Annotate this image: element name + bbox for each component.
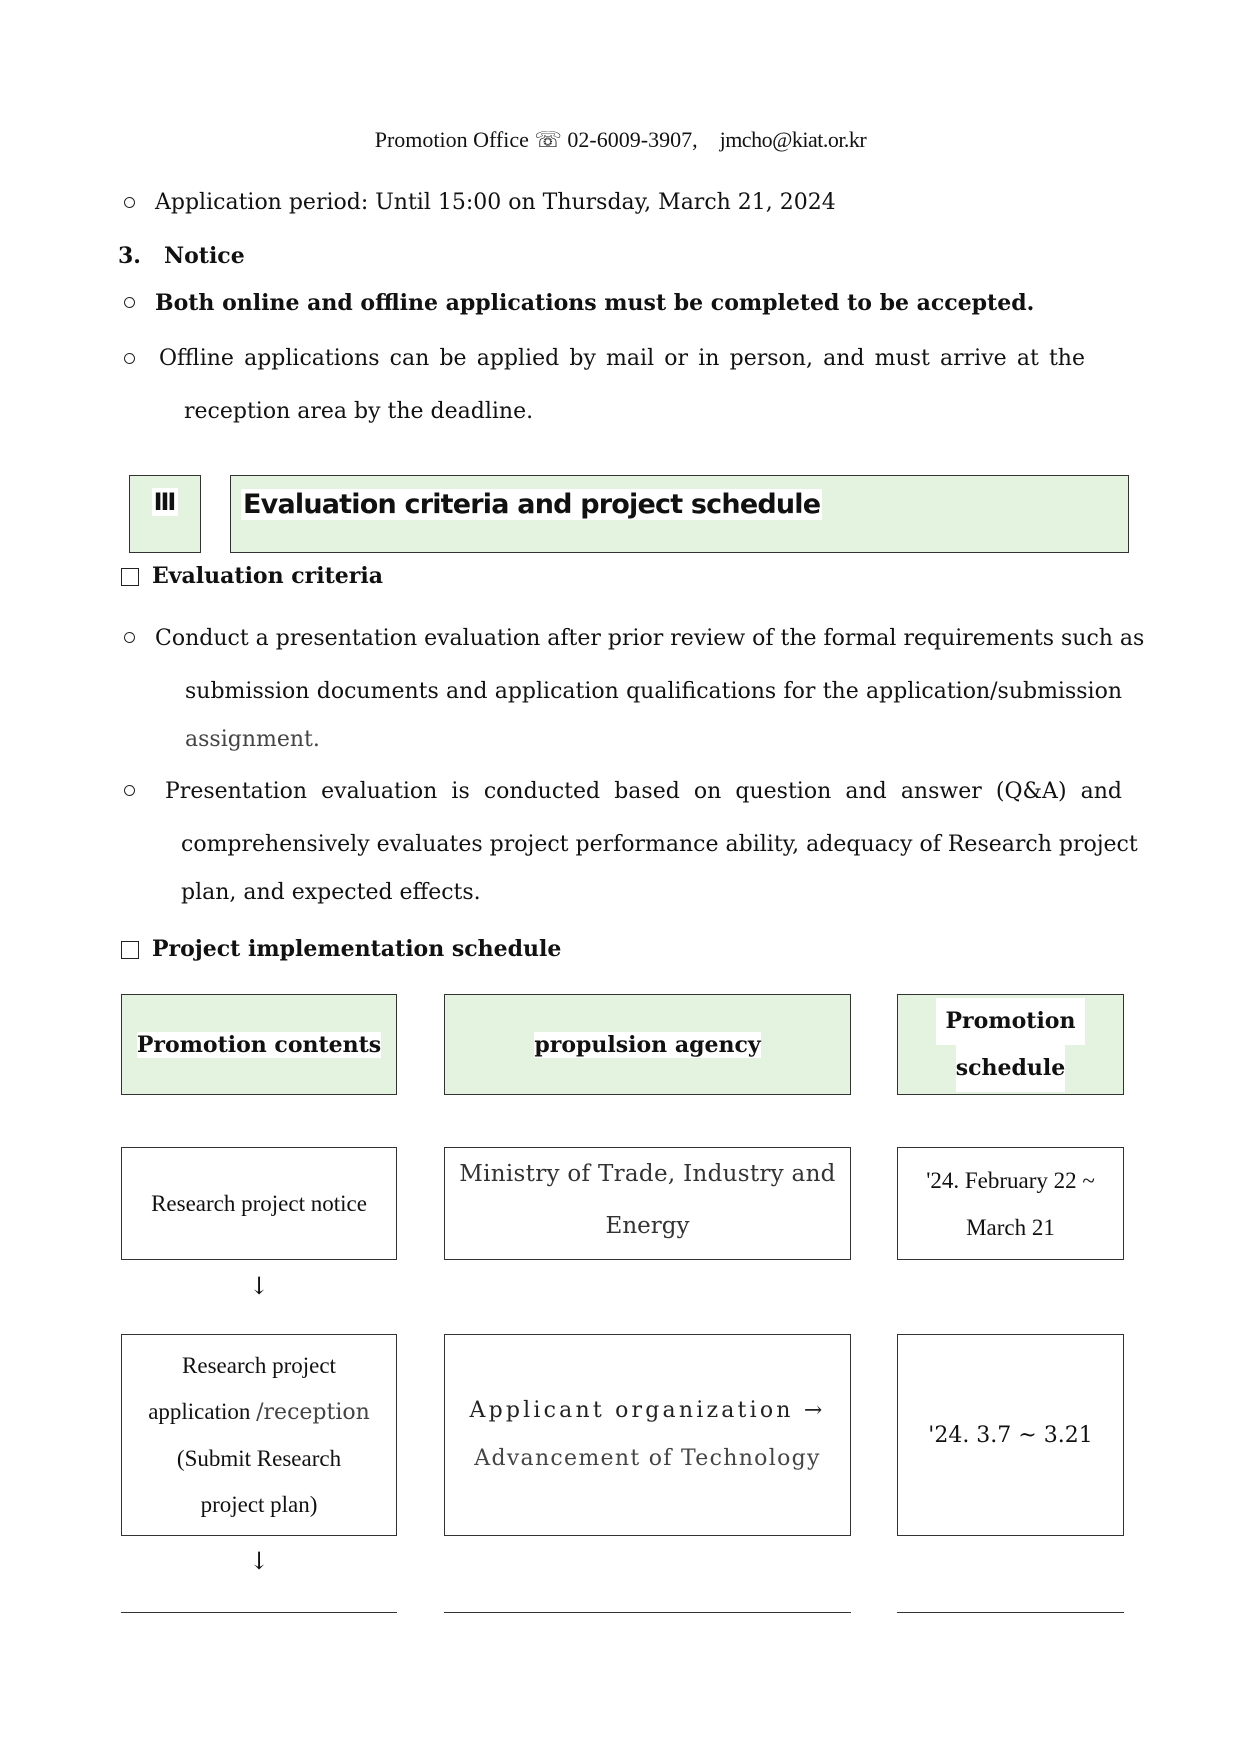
section-numeral: Ⅲ bbox=[153, 488, 177, 516]
section-title: Evaluation criteria and project schedule bbox=[243, 489, 821, 520]
down-arrow-icon: ↓ bbox=[249, 1272, 270, 1300]
row1-schedule bbox=[897, 1147, 1124, 1260]
notice-item-2-cont: reception area by the deadline. bbox=[184, 399, 534, 424]
contact-email[interactable]: jmcho@kiat.or.kr bbox=[719, 127, 867, 152]
bullet-icon bbox=[124, 632, 135, 643]
row2-schedule bbox=[897, 1334, 1124, 1536]
header-schedule-label-2: schedule bbox=[956, 1045, 1066, 1092]
notice-number: 3. bbox=[118, 243, 141, 269]
header-schedule-label-1: Promotion bbox=[936, 998, 1086, 1045]
row1-schedule-line1: '24. February 22 ~ bbox=[926, 1167, 1095, 1193]
bullet-icon bbox=[124, 297, 135, 308]
row2-agency-line2: Advancement of Technology bbox=[474, 1446, 821, 1471]
application-period: Application period: Until 15:00 on Thursday, March 21, 2024 bbox=[155, 190, 836, 215]
criteria-bullet2-line3: plan, and expected effects. bbox=[181, 880, 481, 905]
row3-contents-top-border bbox=[121, 1612, 397, 1613]
criteria-bullet2-line1: Presentation evaluation is conducted based on question and answer (Q&A) and bbox=[165, 779, 1122, 804]
row1-contents-label: Research project notice bbox=[151, 1190, 367, 1216]
criteria-bullet2-line2: comprehensively evaluates project performance ability, adequacy of Research project bbox=[181, 832, 1138, 857]
contact-line bbox=[0, 127, 1241, 153]
row3-agency-top-border bbox=[444, 1612, 851, 1613]
contact-phone: 02-6009-3907, bbox=[567, 127, 698, 152]
row1-agency-line2: Energy bbox=[605, 1213, 690, 1239]
criteria-bullet1-line2: submission documents and application qualifications for the application/submission bbox=[185, 679, 1122, 704]
criteria-heading: Evaluation criteria bbox=[152, 563, 383, 589]
notice-item-2: Offline applications can be applied by mail or in person, and must arrive at the bbox=[159, 346, 1085, 371]
row2-contents-line2b: /reception bbox=[256, 1399, 370, 1425]
notice-title: Notice bbox=[164, 243, 245, 269]
row2-contents-line4: project plan) bbox=[200, 1491, 318, 1517]
row1-schedule-line2: March 21 bbox=[966, 1214, 1055, 1240]
section-title-box bbox=[230, 475, 1129, 553]
checkbox-icon bbox=[121, 568, 139, 586]
row1-contents bbox=[121, 1147, 397, 1260]
bullet-icon bbox=[124, 353, 135, 364]
bullet-icon bbox=[124, 785, 135, 796]
header-contents-label: Promotion contents bbox=[136, 1031, 382, 1058]
row2-contents bbox=[121, 1334, 397, 1536]
row2-agency bbox=[444, 1334, 851, 1536]
row2-contents-line2a: application bbox=[148, 1398, 257, 1424]
contact-office: Promotion Office bbox=[374, 127, 529, 152]
row3-schedule-top-border bbox=[897, 1612, 1124, 1613]
row2-schedule-label: '24. 3.7 ~ 3.21 bbox=[928, 1422, 1093, 1448]
row2-contents-line3: (Submit Research bbox=[176, 1445, 342, 1471]
row2-contents-line2 bbox=[148, 1389, 370, 1436]
phone-icon: ☏ bbox=[534, 127, 562, 152]
checkbox-icon bbox=[121, 941, 139, 959]
row2-agency-line1: Applicant organization → bbox=[469, 1398, 826, 1423]
row1-agency-line1: Ministry of Trade, Industry and bbox=[459, 1161, 836, 1187]
row1-agency bbox=[444, 1147, 851, 1260]
down-arrow-icon: ↓ bbox=[249, 1547, 270, 1575]
criteria-bullet1-line1: Conduct a presentation evaluation after prior review of the formal requirements such as bbox=[155, 626, 1145, 651]
header-schedule bbox=[897, 994, 1124, 1095]
header-contents bbox=[121, 994, 397, 1095]
bullet-icon bbox=[124, 197, 135, 208]
row2-contents-line1: Research project bbox=[182, 1352, 336, 1378]
header-agency bbox=[444, 994, 851, 1095]
section-numeral-box bbox=[129, 475, 201, 553]
schedule-heading: Project implementation schedule bbox=[152, 936, 562, 962]
criteria-bullet1-line3: assignment. bbox=[185, 727, 320, 752]
header-agency-label: propulsion agency bbox=[534, 1031, 761, 1058]
notice-item-1: Both online and offline applications must be completed to be accepted. bbox=[155, 290, 1035, 316]
